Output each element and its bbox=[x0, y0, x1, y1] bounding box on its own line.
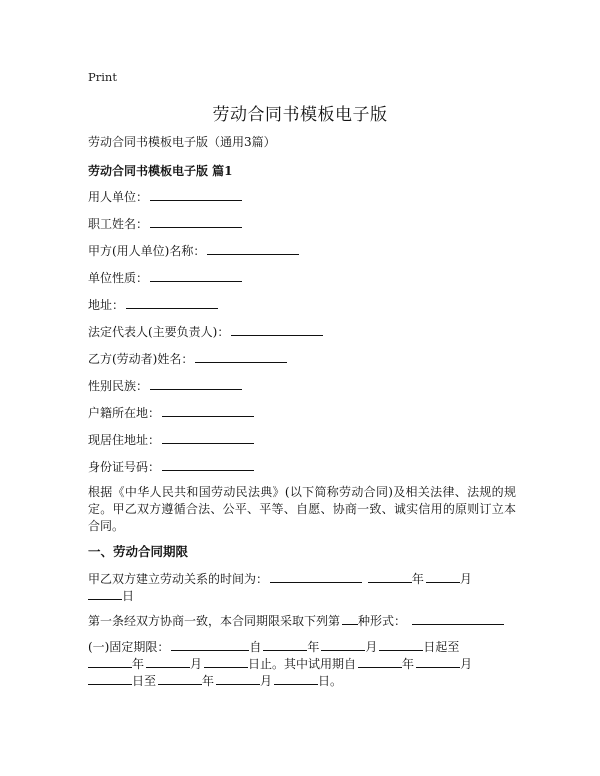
blank-id-number[interactable] bbox=[162, 458, 254, 471]
fixed-term-line-3 bbox=[88, 672, 342, 689]
year-unit: 年 bbox=[402, 657, 415, 671]
blank-probation-1[interactable] bbox=[358, 655, 402, 668]
article1-middle: 种形式： bbox=[358, 614, 407, 628]
field-employer bbox=[88, 188, 242, 205]
fixed-term-line-2 bbox=[88, 655, 472, 672]
blank-employer[interactable] bbox=[150, 188, 242, 201]
field-label: 法定代表人(主要负责人)： bbox=[88, 325, 230, 339]
blank-hukou[interactable] bbox=[162, 404, 254, 417]
intro-paragraph: 根据《中华人民共和国劳动民法典》(以下简称劳动合同)及相关法律、法规的规定。甲乙双方遵循合法、公平、平等、自愿、协商一致、诚实信用的原则订立本合同。 bbox=[88, 485, 516, 533]
field-label: 单位性质： bbox=[88, 271, 149, 285]
field-current-address bbox=[88, 431, 254, 448]
month-unit: 月 bbox=[460, 657, 473, 671]
field-label: 身份证号码： bbox=[88, 460, 161, 474]
blank-fixed-1[interactable] bbox=[171, 638, 249, 651]
field-label: 甲方(用人单位)名称： bbox=[88, 244, 206, 258]
day-unit: 日 bbox=[122, 589, 135, 603]
blank-fixed-end-3[interactable] bbox=[204, 655, 248, 668]
field-party-b-name bbox=[88, 350, 287, 367]
term-prefix: 甲乙双方建立劳动关系的时间为： bbox=[88, 572, 269, 586]
term-line-2 bbox=[88, 587, 134, 604]
month-unit: 月 bbox=[459, 572, 472, 586]
blank-probation-4[interactable] bbox=[158, 672, 202, 685]
blank-employee-name[interactable] bbox=[150, 215, 242, 228]
from-unit: 自 bbox=[249, 640, 262, 654]
start-text: 日起至 bbox=[423, 640, 460, 654]
field-label: 性别民族： bbox=[88, 379, 149, 393]
blank-probation-6[interactable] bbox=[274, 672, 318, 685]
blank-unit-nature[interactable] bbox=[150, 269, 242, 282]
year-unit: 年 bbox=[307, 640, 320, 654]
blank-probation-3[interactable] bbox=[88, 672, 132, 685]
month-unit: 月 bbox=[260, 674, 273, 688]
blank-term-year[interactable] bbox=[368, 570, 412, 583]
section-heading: 劳动合同书模板电子版 篇1 bbox=[88, 164, 233, 178]
day-to-text: 日至 bbox=[132, 674, 157, 688]
end-stop-text: 日止。其中试用期自 bbox=[248, 657, 357, 671]
field-gender-ethnicity bbox=[88, 377, 242, 394]
field-party-a-name bbox=[88, 242, 299, 259]
term-line bbox=[88, 570, 472, 587]
field-employee-name bbox=[88, 215, 242, 232]
field-unit-nature bbox=[88, 269, 242, 286]
blank-legal-rep[interactable] bbox=[231, 323, 323, 336]
print-link[interactable]: Print bbox=[88, 70, 117, 84]
blank-term-1[interactable] bbox=[270, 570, 362, 583]
blank-term-day[interactable] bbox=[88, 587, 122, 600]
fixed-term-line-1 bbox=[88, 638, 459, 655]
field-address bbox=[88, 296, 218, 313]
document-title: 劳动合同书模板电子版 bbox=[212, 105, 388, 125]
section1-heading: 一、劳动合同期限 bbox=[88, 544, 189, 559]
blank-fixed-end-1[interactable] bbox=[88, 655, 132, 668]
blank-current-address[interactable] bbox=[162, 431, 254, 444]
field-label: 现居住地址： bbox=[88, 433, 161, 447]
blank-party-b-name[interactable] bbox=[195, 350, 287, 363]
blank-address[interactable] bbox=[126, 296, 218, 309]
blank-fixed-end-2[interactable] bbox=[146, 655, 190, 668]
blank-article1-form[interactable] bbox=[412, 612, 504, 625]
article1-prefix: 第一条经双方协商一致，本合同期限采取下列第 bbox=[88, 614, 341, 628]
blank-article1-choice[interactable] bbox=[342, 612, 358, 625]
blank-probation-5[interactable] bbox=[216, 672, 260, 685]
field-label: 乙方(劳动者)姓名： bbox=[88, 352, 194, 366]
article1-line bbox=[88, 612, 504, 629]
month-unit: 月 bbox=[365, 640, 378, 654]
field-label: 地址： bbox=[88, 298, 125, 312]
month-unit: 月 bbox=[190, 657, 203, 671]
blank-term-month[interactable] bbox=[426, 570, 460, 583]
year-unit: 年 bbox=[132, 657, 145, 671]
fixed-term-prefix: (一)固定期限： bbox=[88, 640, 170, 654]
blank-fixed-year[interactable] bbox=[263, 638, 307, 651]
field-label: 用人单位： bbox=[88, 190, 149, 204]
blank-probation-2[interactable] bbox=[416, 655, 460, 668]
blank-fixed-month[interactable] bbox=[321, 638, 365, 651]
blank-party-a-name[interactable] bbox=[207, 242, 299, 255]
document-subtitle: 劳动合同书模板电子版（通用3篇） bbox=[88, 135, 276, 149]
blank-gender-ethnicity[interactable] bbox=[150, 377, 242, 390]
field-hukou bbox=[88, 404, 254, 421]
day-end-text: 日。 bbox=[318, 674, 343, 688]
field-id-number bbox=[88, 458, 254, 475]
field-label: 职工姓名： bbox=[88, 217, 149, 231]
blank-fixed-day[interactable] bbox=[379, 638, 423, 651]
field-label: 户籍所在地： bbox=[88, 406, 161, 420]
field-legal-rep bbox=[88, 323, 323, 340]
year-unit: 年 bbox=[411, 572, 424, 586]
year-unit: 年 bbox=[202, 674, 215, 688]
